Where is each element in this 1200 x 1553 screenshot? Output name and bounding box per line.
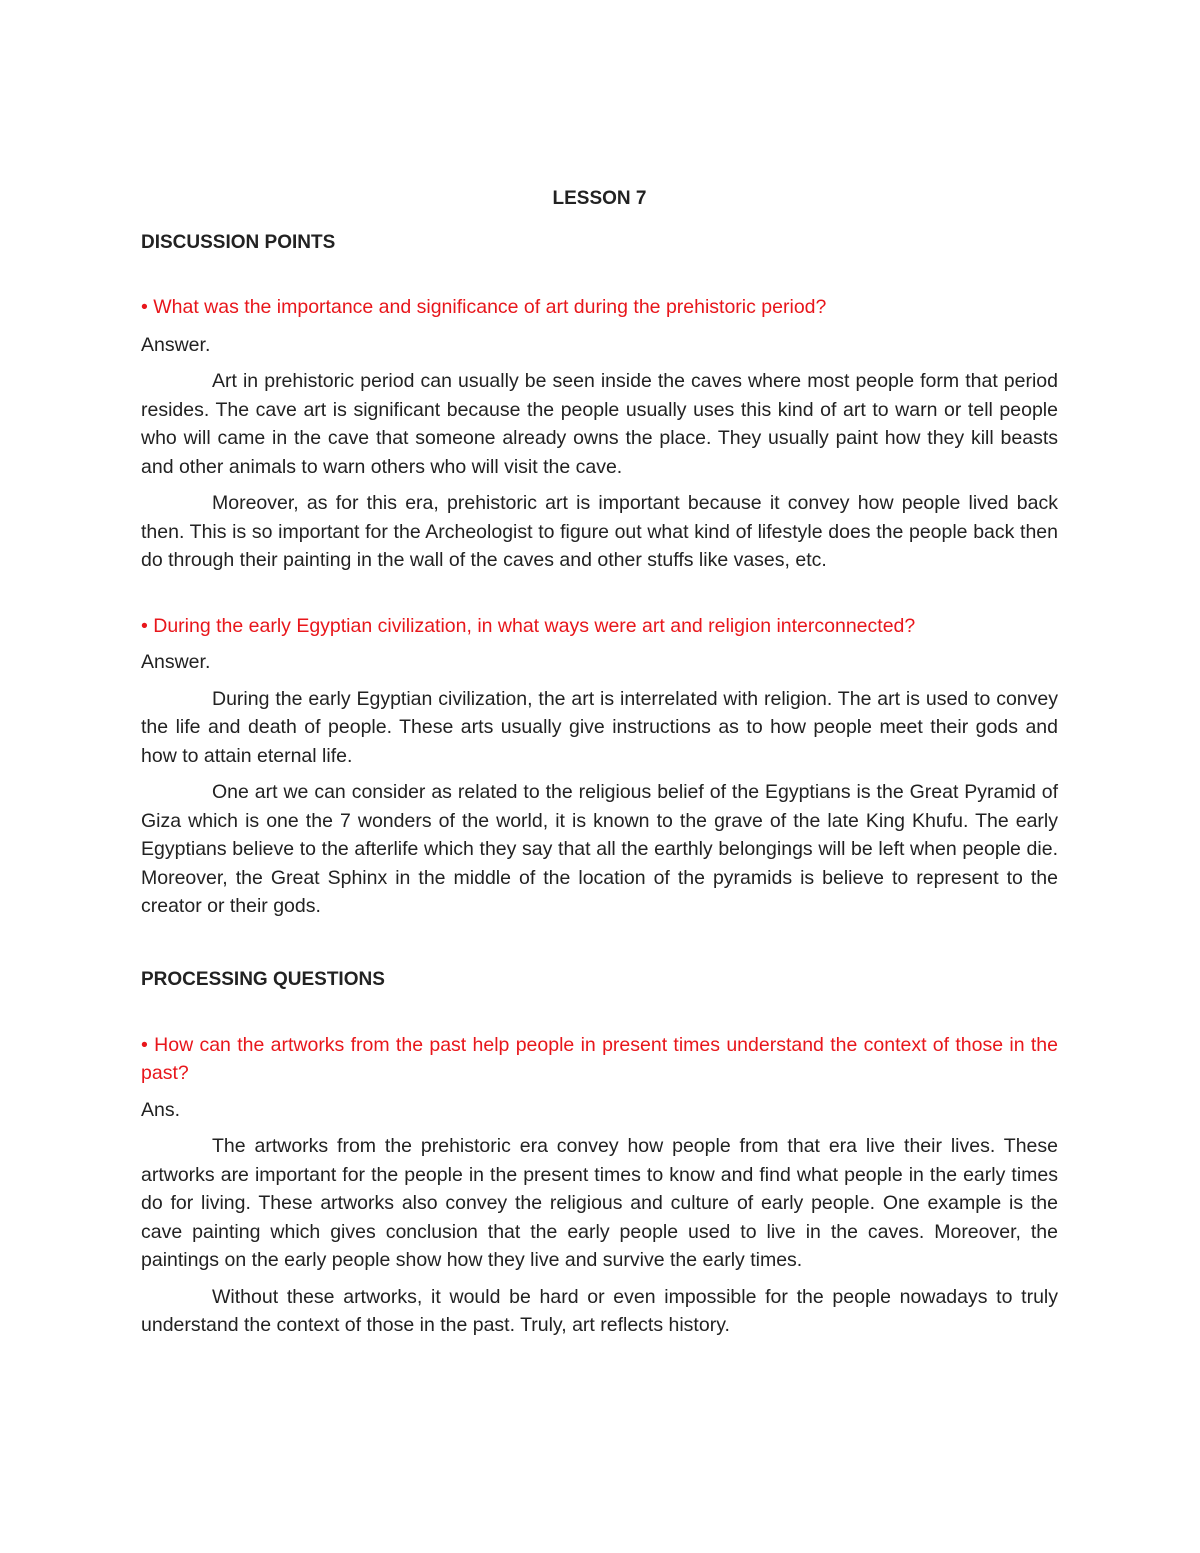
answer-2-paragraph-1: During the early Egyptian civilization, the art is interrelated with religion. The art is used to convey the life and death of people. These arts usually give instructions as to how people meet their gods and how to attain eternal life. bbox=[141, 687, 1058, 767]
answer-3-paragraph-2: Without these artworks, it would be hard or even impossible for the people nowadays to truly understand the context of those in the past. Truly, art reflects history. bbox=[141, 1285, 1058, 1336]
answer-label-3: Ans. bbox=[141, 1098, 181, 1121]
answer-1-paragraph-2: Moreover, as for this era, prehistoric art is important because it convey how people lived back then. This is so important for the Archeologist to figure out what kind of lifestyle does the people back then do through their painting in the wall of the caves and other stuffs like vases, etc. bbox=[141, 492, 1058, 571]
lesson-title: LESSON 7 bbox=[552, 188, 647, 209]
discussion-question-2: • During the early Egyptian civilization, in what ways were art and religion interconnected? bbox=[141, 614, 916, 637]
document-page bbox=[141, 185, 1058, 1340]
processing-heading: PROCESSING QUESTIONS bbox=[141, 968, 385, 990]
answer-2-paragraph-2: One art we can consider as related to the religious belief of the Egyptians is the Great Pyramid of Giza which is one the 7 wonders of the world, it is known to the grave of the late King Khufu. The early Egyptians believe to the afterlife which they say that all the earthly belongings will be left when people die. Moreover, the Great Sphinx in the middle of the location of the pyramids is believe to represent to the creator or their gods. bbox=[141, 781, 1058, 917]
discussion-heading: DISCUSSION POINTS bbox=[141, 232, 336, 253]
answer-1-paragraph-1: Art in prehistoric period can usually be seen inside the caves where most people form that period resides. The cave art is significant because the people usually uses this kind of art to warn or tell people who will came in the cave that someone already owns the place. They usually paint how they kill beasts and other animals to warn others who will visit the cave. bbox=[141, 370, 1058, 478]
answer-label-2: Answer. bbox=[141, 651, 211, 673]
answer-3-paragraph-1: The artworks from the prehistoric era convey how people from that era live their lives. These artworks are important for the people in the present times to know and find what people in the early times do for living. These artworks also convey the religious and culture of early people. One example is the cave painting which gives conclusion that the early people used to live in the caves. Moreover, the paintings on the early people show how they live and survive the early times. bbox=[141, 1135, 1058, 1271]
processing-question-1: • How can the artworks from the past help people in present times understand the context of those in the past? bbox=[141, 1033, 1058, 1084]
discussion-question-1: • What was the importance and significance of art during the prehistoric period? bbox=[141, 296, 827, 318]
answer-label-1: Answer. bbox=[141, 333, 211, 356]
